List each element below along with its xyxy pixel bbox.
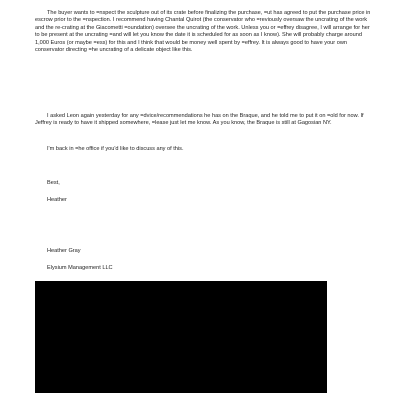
paragraph-braque: I asked Leon again yesterday for any =dvice/recommendations he has on the Braque, and he told me to put it on =old for now. If Jeffrey is ready to have it shipped somewhere, =lease just let me know. As you know, the Braque is still at Gagosian NY. (35, 113, 364, 127)
closing-line: Best, (47, 180, 60, 186)
signature-company: Elysium Management LLC (47, 265, 113, 271)
redaction-block (35, 281, 327, 393)
signature-full-name: Heather Gray (47, 248, 81, 254)
signature-first-name: Heather (47, 197, 67, 203)
paragraph-escrow-inspection: The buyer wants to =nspect the sculpture out of its crate before finalizing the purchase, =ut has agreed to put the purchase price in escrow prior to the =nspection. I recommend having Chantal Quirot (the conservator who =reviously oversaw the uncrating of the work and the re-crating at the Giacometti =oundation) oversee the uncrating of the work. Unless you or =effrey disagree, I will arrange for her to be present at the uncrating =and will let you know the date it is scheduled for as soon as I know). She will probably charge around 1,000 Euros (or maybe =ess) for this and I think that would be money well spent by =effrey. It is always good to have your own conservator directing =he uncrating of a delicate object like this. (35, 10, 371, 54)
paragraph-back-in-office: I'm back in =he office if you'd like to discuss any of this. (47, 146, 184, 152)
